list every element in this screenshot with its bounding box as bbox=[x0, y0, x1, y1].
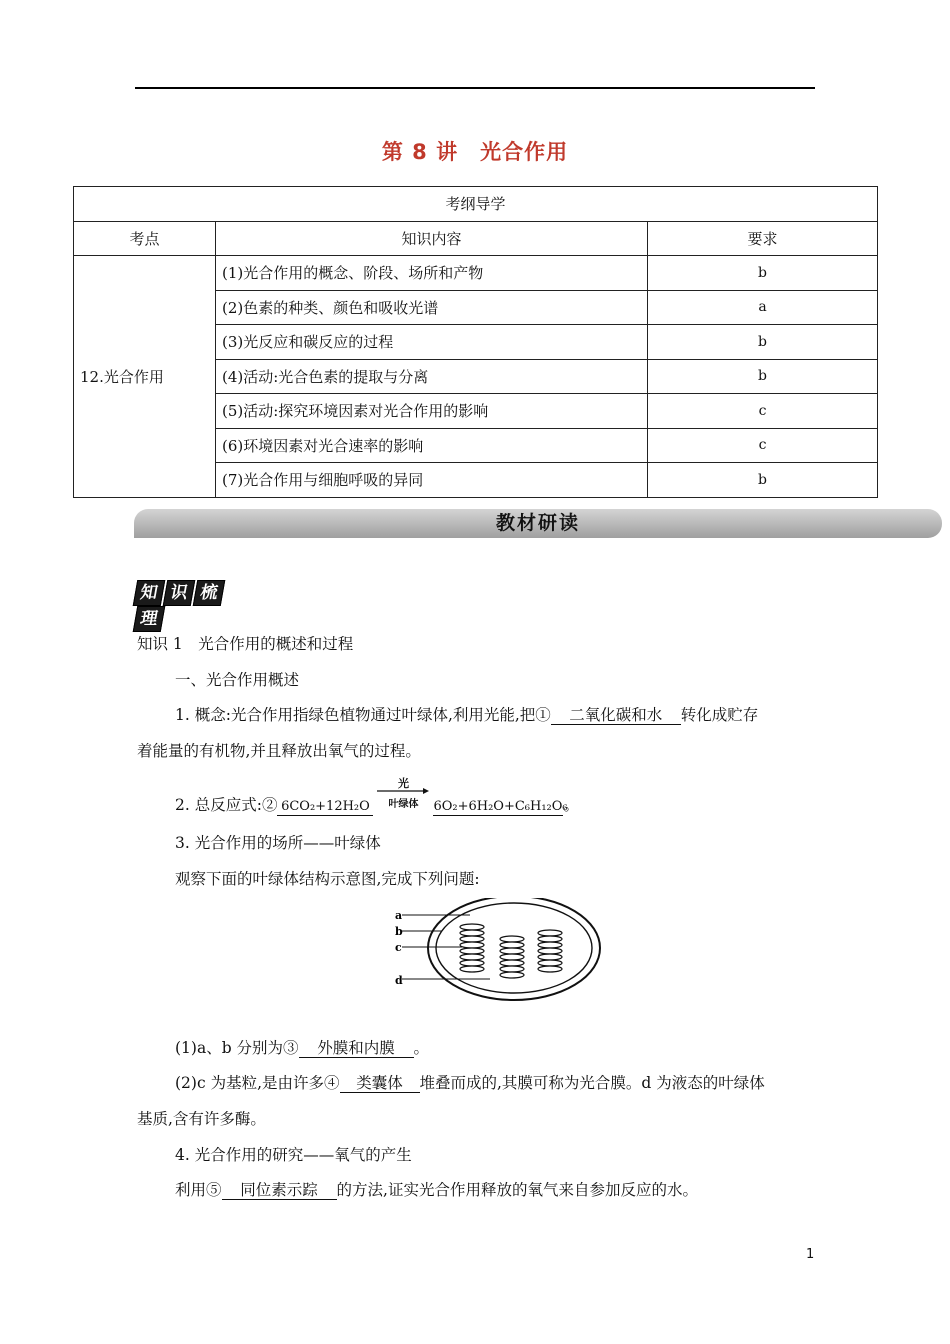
label-a: a bbox=[395, 909, 403, 922]
table-header: 考纲导学 bbox=[74, 187, 878, 222]
answer-blank: 二氧化碳和水 bbox=[551, 707, 681, 725]
section-banner: 教材研读 bbox=[134, 509, 942, 538]
knowledge-heading: 知识 1 光合作用的概述和过程 bbox=[137, 635, 354, 653]
concept-line: 1. 概念:光合作用指绿色植物通过叶绿体,利用光能,把① 二氧化碳和水 转化成贮存 bbox=[175, 706, 759, 724]
content-cell: (1)光合作用的概念、阶段、场所和产物 bbox=[216, 256, 648, 291]
question-2: (2)c 为基粒,是由许多④ 类囊体 堆叠而成的,其膜可称为光合膜。d 为液态的叶绿体 bbox=[175, 1074, 765, 1092]
reaction-arrow bbox=[377, 777, 429, 817]
question-2-cont: 基质,含有许多酶。 bbox=[137, 1110, 266, 1128]
header-rule bbox=[135, 87, 815, 89]
requirement-cell: c bbox=[648, 394, 878, 429]
lecture-topic: 光合作用 bbox=[480, 140, 569, 164]
requirement-cell: c bbox=[648, 428, 878, 463]
answer-blank: 外膜和内膜 bbox=[299, 1040, 414, 1058]
tag-char: 识 bbox=[163, 580, 196, 606]
granum bbox=[500, 936, 524, 978]
label-d: d bbox=[395, 974, 403, 987]
requirement-cell: b bbox=[648, 256, 878, 291]
column-header: 考点 bbox=[74, 221, 216, 256]
equation-line: 2. 总反应式:② 6CO₂+12H₂O 光 叶绿体 6O₂+6H₂O+C₆H₁₂O₆。 bbox=[175, 793, 579, 817]
equation-left: 6CO₂+12H₂O bbox=[277, 798, 373, 816]
arrow-condition-light: 光 bbox=[397, 777, 409, 790]
requirement-cell: b bbox=[648, 359, 878, 394]
column-header: 要求 bbox=[648, 221, 878, 256]
section-heading: 一、光合作用概述 bbox=[175, 671, 300, 689]
label-c: c bbox=[395, 941, 402, 954]
topic-cell: 12.光合作用 bbox=[74, 256, 216, 498]
requirement-cell: b bbox=[648, 463, 878, 498]
syllabus-table bbox=[73, 186, 878, 498]
research-heading: 4. 光合作用的研究——氧气的产生 bbox=[175, 1146, 412, 1164]
tag-char: 梳 bbox=[193, 580, 226, 606]
observe-instruction: 观察下面的叶绿体结构示意图,完成下列问题: bbox=[175, 870, 480, 888]
content-cell: (5)活动:探究环境因素对光合作用的影响 bbox=[216, 394, 648, 429]
page-title bbox=[0, 136, 950, 166]
content-cell: (3)光反应和碳反应的过程 bbox=[216, 325, 648, 360]
tag-char: 知 bbox=[133, 580, 166, 606]
site-heading: 3. 光合作用的场所——叶绿体 bbox=[175, 834, 381, 852]
granum bbox=[460, 924, 484, 972]
requirement-cell: a bbox=[648, 290, 878, 325]
content-cell: (4)活动:光合色素的提取与分离 bbox=[216, 359, 648, 394]
requirement-cell: b bbox=[648, 325, 878, 360]
label-b: b bbox=[395, 925, 403, 938]
content-cell: (6)环境因素对光合速率的影响 bbox=[216, 428, 648, 463]
research-line: 利用⑤ 同位素示踪 的方法,证实光合作用释放的氧气来自参加反应的水。 bbox=[175, 1181, 698, 1199]
content-cell: (2)色素的种类、颜色和吸收光谱 bbox=[216, 290, 648, 325]
content-cell: (7)光合作用与细胞呼吸的异同 bbox=[216, 463, 648, 498]
concept-line-2: 着能量的有机物,并且释放出氧气的过程。 bbox=[137, 742, 421, 760]
tag-char: 理 bbox=[133, 606, 166, 632]
column-header: 知识内容 bbox=[216, 221, 648, 256]
knowledge-tag bbox=[135, 580, 227, 629]
page-number: 1 bbox=[806, 1247, 815, 1262]
equation-right: 6O₂+6H₂O+C₆H₁₂O₆ bbox=[433, 799, 568, 814]
answer-blank: 类囊体 bbox=[340, 1075, 420, 1093]
arrow-condition-chloroplast: 叶绿体 bbox=[388, 799, 419, 810]
granum bbox=[538, 930, 562, 972]
lecture-number: 第 8 讲 bbox=[381, 140, 459, 164]
answer-blank: 同位素示踪 bbox=[222, 1182, 337, 1200]
chloroplast-diagram bbox=[390, 898, 605, 1008]
question-1: (1)a、b 分别为③ 外膜和内膜 。 bbox=[175, 1039, 430, 1057]
